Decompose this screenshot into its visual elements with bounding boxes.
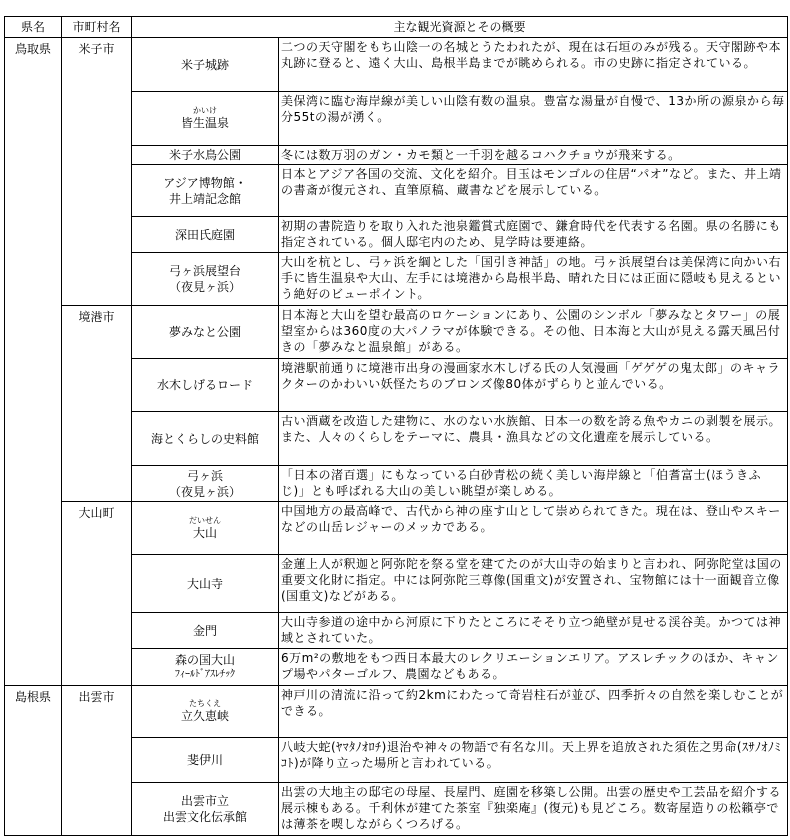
table-row: [5, 38, 788, 92]
city-sakaiminato: 境港市: [62, 306, 132, 502]
spot-description: 古い酒蔵を改造した建物に、水のない水族館、日本一の数を誇る魚やカニの剥製を展示。また、人々のくらしをテーマに、農具・漁具などの文化遺産を展示している。: [279, 412, 788, 466]
city-yonago: 米子市: [62, 38, 132, 306]
spot-name-text-2: ﾌｨｰﾙﾄﾞｱｽﾚﾁｯｸ: [175, 669, 235, 680]
spot-name-text: 皆生温泉: [180, 116, 229, 130]
spot-description: 出雲の大地主の邸宅の母屋、長屋門、庭園を移築し公開。出雲の歴史や工芸品を紹介する展示棟もある。千利休が建てた茶室『独楽庵』(復元)も見どころ。数寄屋造りの松籟亭では薄茶を喫しながらくつろげる。: [279, 783, 788, 836]
tourism-table: [4, 16, 788, 836]
spot-name-text: 弓ヶ浜展望台: [168, 264, 241, 278]
spot-ruby: かいけ: [193, 106, 217, 115]
spot-name: [132, 783, 279, 836]
spot-name: [132, 38, 279, 92]
spot-description: 6万m²の敷地をもつ西日本最大のレクリエーションエリア。アスレチックのほか、キャンプ場やパターゴルフ、農園などもある。: [279, 649, 788, 686]
spot-name-text: 出雲市立: [180, 794, 229, 808]
spot-name: [132, 146, 279, 165]
table-row: [5, 686, 788, 738]
spot-description: 冬には数万羽のガン・カモ類と一千羽を越るコハクチョウが飛来する。: [279, 146, 788, 165]
spot-name: [132, 253, 279, 306]
city-daisen: 大山町: [62, 502, 132, 686]
spot-description: 神戸川の清流に沿って約2kmにわたって奇岩柱石が並び、四季折々の自然を楽しむことができる。: [279, 686, 788, 738]
spot-name-text: 立久恵峡: [180, 709, 229, 723]
spot-name-text: 夢みなと公園: [168, 325, 241, 339]
table-row: [5, 306, 788, 359]
spot-description: 美保湾に臨む海岸線が美しい山陰有数の温泉。豊富な湯量が自慢で、13か所の源泉から毎分55tの湯が湧く。: [279, 92, 788, 146]
spot-name: [132, 502, 279, 555]
spot-name-text: 深田氏庭園: [174, 227, 235, 242]
spot-name-text: 水木しげるロード: [156, 378, 253, 392]
spot-name-text: 金門: [192, 623, 217, 638]
spot-name-text-2: 出雲文化伝承館: [162, 810, 247, 824]
spot-name: [132, 686, 279, 738]
spot-ruby: だいせん: [189, 515, 221, 525]
spot-name-text: 米子水鳥公園: [168, 148, 241, 162]
header-prefecture: 県名: [5, 17, 62, 38]
spot-description: 金蓮上人が釈迦と阿弥陀を祭る堂を建てたのが大山寺の始まりと言われ、阿弥陀堂は国の重要文化財に指定。中には阿弥陀三尊像(国重文)が安置され、宝物館には十一面観音立像(国重文)などがある。: [279, 555, 788, 613]
spot-name-text: 海とくらしの史料館: [150, 431, 259, 446]
spot-name-text: 米子城跡: [180, 57, 229, 72]
spot-description: 大山寺参道の途中から河原に下りたところにそそり立つ絶壁が見せる渓谷美。かつては神域とされていた。: [279, 613, 788, 649]
spot-name-text: 弓ヶ浜: [186, 468, 223, 483]
spot-name: [132, 306, 279, 359]
spot-description: 八岐大蛇(ﾔﾏﾀﾉｵﾛﾁ)退治や神々の物語で有名な川。天上界を追放された須佐之男命(ｽｻﾉｵﾉﾐｺﾄ)が降り立った場所と言われている。: [279, 738, 788, 783]
spot-ruby: たちくえ: [189, 699, 221, 708]
spot-name-text: 森の国大山: [174, 653, 235, 667]
city-izumo: 出雲市: [62, 686, 132, 836]
spot-name: [132, 359, 279, 412]
spot-description: 初期の書院造りを取り入れた池泉鑑賞式庭園で、鎌倉時代を代表する名園。県の名勝にも指定されている。個人邸宅内のため、見学時は要連絡。: [279, 217, 788, 253]
spot-name-text: 斐伊川: [186, 753, 223, 767]
spot-name: [132, 217, 279, 253]
header-description: 主な観光資源とその概要: [132, 17, 788, 38]
spot-name-text: 大山: [192, 525, 217, 540]
spot-name: [132, 92, 279, 146]
spot-name: [132, 738, 279, 783]
header-municipality: 市町村名: [62, 17, 132, 38]
spot-name: [132, 555, 279, 613]
header-row: [5, 17, 788, 38]
spot-description: 二つの天守閣をもち山陰一の名城とうたわれたが、現在は石垣のみが残る。天守閣跡や本丸跡に登ると、遠く大山、島根半島までが眺められる。市の史跡に指定されている。: [279, 38, 788, 92]
spot-name-text-2: （夜見ヶ浜）: [168, 484, 241, 499]
spot-name-text-2: 井上靖記念館: [168, 191, 241, 206]
spot-name-text-2: （夜見ヶ浜）: [168, 280, 241, 294]
prefecture-shimane: 島根県: [5, 686, 62, 836]
spot-name-text: アジア博物館・: [163, 175, 247, 190]
spot-name: [132, 412, 279, 466]
spot-description: 中国地方の最高峰で、古代から神の座す山として崇められてきた。現在は、登山やスキーなどの山岳レジャーのメッカである。: [279, 502, 788, 555]
spot-name-text: 大山寺: [186, 576, 223, 591]
spot-description: 「日本の渚百選」にもなっている白砂青松の続く美しい海岸線と「伯耆富士(ほうきふじ)」とも呼ばれる大山の美しい眺望が楽しめる。: [279, 466, 788, 502]
spot-description: 日本とアジア各国の交流、文化を紹介。目玉はモンゴルの住居“パオ”など。また、井上靖の書斎が復元され、直筆原稿、蔵書などを展示している。: [279, 165, 788, 217]
spot-name: [132, 165, 279, 217]
prefecture-tottori: 鳥取県: [5, 38, 62, 686]
spot-name: [132, 649, 279, 686]
spot-name: [132, 613, 279, 649]
table-row: [5, 502, 788, 555]
spot-description: 大山を杭とし、弓ヶ浜を綱とした「国引き神話」の地。弓ヶ浜展望台は美保湾に向かい右手に皆生温泉や大山、左手には境港から島根半島、晴れた日には正面に隠岐も見えるという絶好のビューポイント。: [279, 253, 788, 306]
spot-description: 境港駅前通りに境港市出身の漫画家水木しげる氏の人気漫画「ゲゲゲの鬼太郎」のキャラクターのかわいい妖怪たちのブロンズ像80体がずらりと並んでいる。: [279, 359, 788, 412]
spot-name: [132, 466, 279, 502]
spot-description: 日本海と大山を望む最高のロケーションにあり、公園のシンボル「夢みなとタワー」の展望室からは360度の大パノラマが体験できる。その他、日本海と大山が見える露天風呂付きの「夢みなと温泉館」がある。: [279, 306, 788, 359]
